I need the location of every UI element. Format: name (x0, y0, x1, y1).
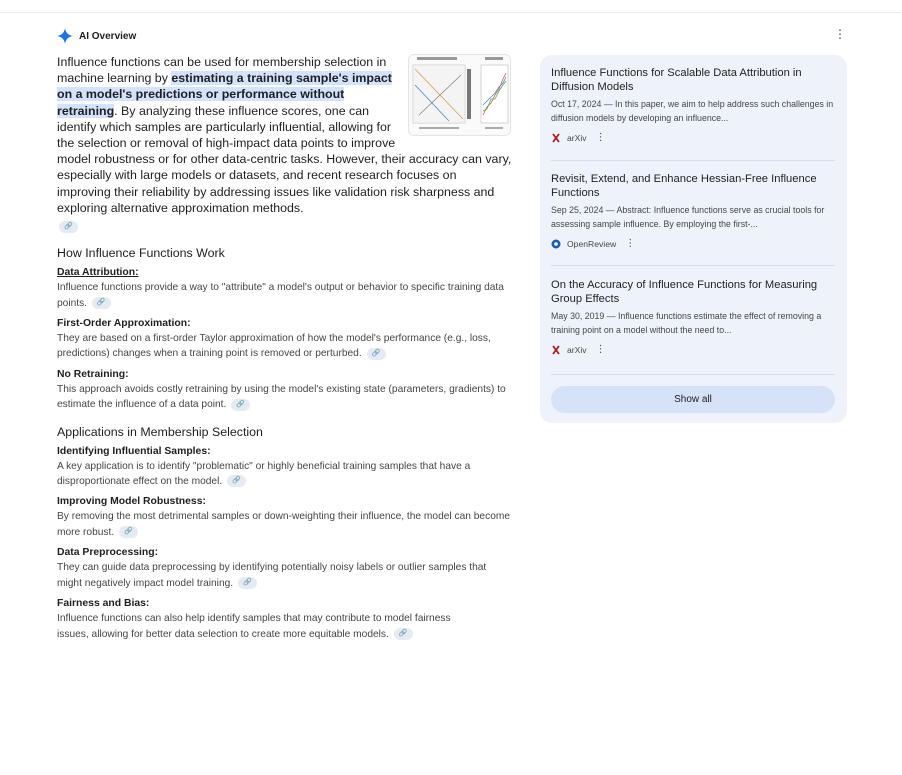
citation-link-icon[interactable] (238, 577, 257, 589)
figure-thumbnail[interactable] (408, 54, 511, 136)
item-title-no-retraining: No Retraining: (57, 368, 129, 380)
source-site (551, 344, 835, 355)
item-body-no-retraining: This approach avoids costly retraining by using the model's existing state (parameters, gradients) to estimate the influence of a data point. 🔗 (57, 382, 513, 413)
card-divider (551, 160, 835, 161)
sparkle-icon (57, 28, 73, 44)
source-site-name: arXiv (567, 344, 587, 355)
item-body-robustness: By removing the most detrimental samples or down-weighting their influence, the model can become more robust. 🔗 (57, 509, 513, 540)
top-divider (0, 12, 902, 13)
citation-link-icon[interactable] (119, 526, 138, 538)
card-divider (551, 374, 835, 375)
more-options-icon[interactable]: ⋮ (595, 132, 606, 144)
citation-link-icon[interactable] (92, 297, 111, 309)
item-title-first-order: First-Order Approximation: (57, 318, 191, 330)
card-divider (551, 265, 835, 266)
sources-panel (540, 55, 847, 423)
overview-body (57, 54, 513, 642)
arxiv-logo-icon (551, 133, 561, 143)
figure-chart-icon (409, 55, 511, 136)
citation-link-icon[interactable] (59, 221, 78, 233)
intro-paragraph (57, 54, 513, 234)
item-title-influential-samples: Identifying Influential Samples: (57, 445, 211, 457)
item-body-fairness: Influence functions can also help identify samples that may contribute to model fairness issues, allowing for better data selection to create more equitable models. 🔗 (57, 611, 482, 642)
citation-link-icon[interactable] (367, 348, 386, 360)
section-heading-how: How Influence Functions Work (57, 246, 225, 261)
source-site (551, 132, 835, 143)
show-all-button[interactable]: Show all (551, 386, 835, 413)
citation-link-icon[interactable] (227, 475, 246, 487)
item-body-influential-samples: A key application is to identify "problematic" or highly beneficial training samples that have a disproportionate effect on the model. 🔗 (57, 459, 513, 490)
openreview-logo-icon (551, 239, 561, 249)
item-title-fairness: Fairness and Bias: (57, 598, 150, 610)
more-options-icon[interactable]: ⋮ (595, 344, 606, 356)
ai-overview-title: AI Overview (79, 30, 137, 42)
source-site (551, 238, 835, 249)
item-title-robustness: Improving Model Robustness: (57, 496, 206, 508)
source-title[interactable]: Influence Functions for Scalable Data Attribution in Diffusion Models (551, 67, 802, 94)
item-title-preprocessing: Data Preprocessing: (57, 547, 159, 559)
intro-text-end: . By analyzing these influence scores, one can identify which samples are particularly influential, allowing for the selection or removal of high-impact data points to improve model robustness or for other data-centric tasks. However, their accuracy can vary, especially with large models or datasets, and recent research focuses on improving their reliability by addressing issues like validation risk sharpness and exploring alternative approximation methods. (57, 103, 512, 215)
source-card[interactable] (551, 172, 835, 249)
intro-text-start: Influence functions can be used for membership selection in machine learning by (57, 55, 387, 86)
citation-link-icon[interactable] (394, 628, 413, 640)
source-card[interactable] (551, 278, 835, 355)
intro-highlight[interactable]: estimating a training sample's impact on a model's predictions or performance without retraining (57, 71, 392, 118)
source-snippet: May 30, 2019 — Influence functions estimate the effect of removing a training point on a model without the need to... (551, 310, 822, 336)
citation-link-icon[interactable] (231, 399, 250, 411)
item-body-data-attribution: Influence functions provide a way to "attribute" a model's output or behavior to specific training data points. 🔗 (57, 280, 513, 311)
source-snippet: Sep 25, 2024 — Abstract: Influence functions serve as crucial tools for assessing sample influence. By employing the first-... (551, 204, 825, 230)
more-options-icon[interactable]: ⋮ (625, 238, 636, 250)
item-title-data-attribution: Data Attribution: (57, 267, 139, 279)
section-heading-applications: Applications in Membership Selection (57, 424, 263, 439)
source-title[interactable]: Revisit, Extend, and Enhance Hessian-Free Influence Functions (551, 173, 817, 200)
arxiv-logo-icon (551, 345, 561, 355)
item-body-first-order: They are based on a first-order Taylor approximation of how the model's performance (e.g., loss, predictions) changes when a training point is removed or perturbed. 🔗 (57, 331, 513, 362)
item-body-preprocessing: They can guide data preprocessing by identifying potentially noisy labels or outlier samples that might negatively impact model training. 🔗 (57, 560, 513, 591)
source-snippet: Oct 17, 2024 — In this paper, we aim to help address such challenges in diffusion models by developing an influence... (551, 98, 834, 124)
source-card[interactable] (551, 66, 835, 143)
source-title[interactable]: On the Accuracy of Influence Functions for Measuring Group Effects (551, 279, 818, 306)
more-options-icon[interactable]: ⋮ (834, 27, 846, 41)
source-site-name: OpenReview (567, 238, 617, 249)
source-site-name: arXiv (567, 132, 587, 143)
ai-overview-header (57, 28, 136, 44)
